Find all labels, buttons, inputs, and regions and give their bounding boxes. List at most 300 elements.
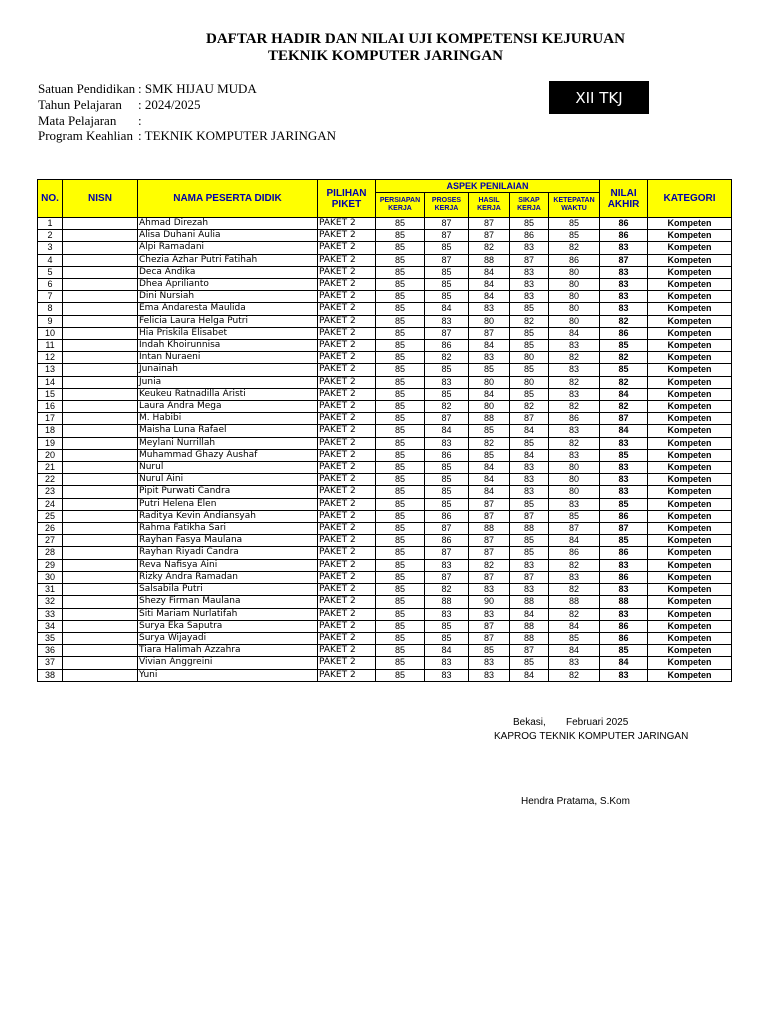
cell-no: 26 xyxy=(38,523,63,535)
cell-nisn xyxy=(63,315,138,327)
cell-nama: Raditya Kevin Andiansyah xyxy=(138,510,318,522)
cell-piket: PAKET 2 xyxy=(318,266,376,278)
cell-akhir: 88 xyxy=(600,596,648,608)
cell-persiapan: 85 xyxy=(376,340,425,352)
cell-proses: 87 xyxy=(425,327,469,339)
table-row xyxy=(38,608,732,620)
cell-ketepatan: 83 xyxy=(549,571,600,583)
cell-ketepatan: 83 xyxy=(549,364,600,376)
cell-proses: 82 xyxy=(425,352,469,364)
cell-akhir: 86 xyxy=(600,327,648,339)
cell-sikap: 84 xyxy=(510,449,549,461)
cell-proses: 87 xyxy=(425,571,469,583)
cell-sikap: 80 xyxy=(510,376,549,388)
signature-place: Bekasi, xyxy=(513,717,546,728)
cell-sikap: 87 xyxy=(510,571,549,583)
cell-piket: PAKET 2 xyxy=(318,352,376,364)
cell-proses: 83 xyxy=(425,608,469,620)
table-row xyxy=(38,657,732,669)
info-mapel-value: : xyxy=(138,113,142,128)
cell-nama: Alisa Duhani Aulia xyxy=(138,230,318,242)
cell-akhir: 85 xyxy=(600,535,648,547)
cell-kategori: Kompeten xyxy=(648,364,732,376)
header-akhir: NILAI AKHIR xyxy=(600,180,648,218)
cell-ketepatan: 82 xyxy=(549,608,600,620)
cell-nama: Surya Eka Saputra xyxy=(138,620,318,632)
cell-nisn xyxy=(63,571,138,583)
cell-nisn xyxy=(63,291,138,303)
cell-hasil: 80 xyxy=(469,401,510,413)
cell-hasil: 84 xyxy=(469,291,510,303)
cell-nama: Nurul xyxy=(138,462,318,474)
cell-hasil: 87 xyxy=(469,498,510,510)
cell-sikap: 84 xyxy=(510,669,549,681)
cell-proses: 82 xyxy=(425,584,469,596)
cell-kategori: Kompeten xyxy=(648,254,732,266)
table-row xyxy=(38,535,732,547)
cell-akhir: 83 xyxy=(600,303,648,315)
cell-nama: Hia Priskila Elisabet xyxy=(138,327,318,339)
cell-proses: 88 xyxy=(425,596,469,608)
cell-ketepatan: 80 xyxy=(549,315,600,327)
cell-piket: PAKET 2 xyxy=(318,523,376,535)
info-tahun-value: : 2024/2025 xyxy=(138,97,201,112)
cell-piket: PAKET 2 xyxy=(318,303,376,315)
cell-persiapan: 85 xyxy=(376,291,425,303)
cell-kategori: Kompeten xyxy=(648,218,732,230)
cell-akhir: 83 xyxy=(600,608,648,620)
cell-ketepatan: 84 xyxy=(549,327,600,339)
table-row xyxy=(38,254,732,266)
cell-persiapan: 85 xyxy=(376,352,425,364)
cell-nisn xyxy=(63,657,138,669)
cell-hasil: 87 xyxy=(469,547,510,559)
info-program xyxy=(38,128,336,144)
cell-sikap: 85 xyxy=(510,364,549,376)
cell-sikap: 80 xyxy=(510,352,549,364)
cell-kategori: Kompeten xyxy=(648,266,732,278)
cell-nisn xyxy=(63,242,138,254)
cell-kategori: Kompeten xyxy=(648,620,732,632)
cell-kategori: Kompeten xyxy=(648,559,732,571)
cell-nisn xyxy=(63,559,138,571)
cell-proses: 85 xyxy=(425,242,469,254)
table-row xyxy=(38,645,732,657)
cell-sikap: 85 xyxy=(510,340,549,352)
cell-akhir: 87 xyxy=(600,254,648,266)
cell-persiapan: 85 xyxy=(376,657,425,669)
cell-ketepatan: 80 xyxy=(549,291,600,303)
cell-nama: Dhea Aprilianto xyxy=(138,279,318,291)
cell-persiapan: 85 xyxy=(376,315,425,327)
cell-nama: Keukeu Ratnadilla Aristi xyxy=(138,388,318,400)
cell-persiapan: 85 xyxy=(376,596,425,608)
cell-persiapan: 85 xyxy=(376,510,425,522)
cell-no: 10 xyxy=(38,327,63,339)
cell-hasil: 85 xyxy=(469,364,510,376)
cell-proses: 85 xyxy=(425,632,469,644)
table-row xyxy=(38,632,732,644)
info-program-value: : TEKNIK KOMPUTER JARINGAN xyxy=(138,128,337,143)
cell-no: 2 xyxy=(38,230,63,242)
class-badge: XII TKJ xyxy=(549,81,649,114)
cell-ketepatan: 83 xyxy=(549,425,600,437)
cell-no: 30 xyxy=(38,571,63,583)
cell-piket: PAKET 2 xyxy=(318,498,376,510)
cell-proses: 87 xyxy=(425,547,469,559)
cell-ketepatan: 82 xyxy=(549,352,600,364)
cell-nisn xyxy=(63,266,138,278)
cell-no: 4 xyxy=(38,254,63,266)
table-row xyxy=(38,571,732,583)
cell-kategori: Kompeten xyxy=(648,315,732,327)
cell-ketepatan: 87 xyxy=(549,523,600,535)
cell-persiapan: 85 xyxy=(376,218,425,230)
cell-kategori: Kompeten xyxy=(648,669,732,681)
cell-no: 34 xyxy=(38,620,63,632)
cell-piket: PAKET 2 xyxy=(318,535,376,547)
header-sikap: SIKAP KERJA xyxy=(510,193,549,218)
cell-persiapan: 85 xyxy=(376,279,425,291)
cell-nama: Meylani Nurrillah xyxy=(138,437,318,449)
cell-proses: 86 xyxy=(425,535,469,547)
info-program-label: Program Keahlian xyxy=(38,128,133,143)
cell-ketepatan: 83 xyxy=(549,388,600,400)
table-row xyxy=(38,388,732,400)
cell-kategori: Kompeten xyxy=(648,632,732,644)
cell-hasil: 84 xyxy=(469,388,510,400)
cell-sikap: 87 xyxy=(510,413,549,425)
cell-no: 20 xyxy=(38,449,63,461)
cell-kategori: Kompeten xyxy=(648,449,732,461)
cell-persiapan: 85 xyxy=(376,645,425,657)
cell-ketepatan: 85 xyxy=(549,510,600,522)
cell-persiapan: 85 xyxy=(376,266,425,278)
cell-persiapan: 85 xyxy=(376,559,425,571)
cell-piket: PAKET 2 xyxy=(318,596,376,608)
cell-akhir: 83 xyxy=(600,242,648,254)
cell-sikap: 85 xyxy=(510,657,549,669)
table-row xyxy=(38,547,732,559)
cell-persiapan: 85 xyxy=(376,401,425,413)
cell-akhir: 83 xyxy=(600,437,648,449)
cell-persiapan: 85 xyxy=(376,242,425,254)
cell-persiapan: 85 xyxy=(376,523,425,535)
cell-kategori: Kompeten xyxy=(648,437,732,449)
cell-akhir: 86 xyxy=(600,547,648,559)
cell-proses: 84 xyxy=(425,303,469,315)
cell-nama: Ahmad Direzah xyxy=(138,218,318,230)
cell-no: 37 xyxy=(38,657,63,669)
table-row xyxy=(38,401,732,413)
table-body xyxy=(38,218,732,682)
info-tahun xyxy=(38,97,200,113)
cell-sikap: 83 xyxy=(510,266,549,278)
header-no: NO. xyxy=(38,180,63,218)
cell-nisn xyxy=(63,364,138,376)
cell-ketepatan: 85 xyxy=(549,632,600,644)
cell-persiapan: 85 xyxy=(376,303,425,315)
cell-ketepatan: 84 xyxy=(549,535,600,547)
table-row xyxy=(38,584,732,596)
cell-akhir: 82 xyxy=(600,376,648,388)
table-row xyxy=(38,474,732,486)
cell-sikap: 84 xyxy=(510,608,549,620)
cell-proses: 83 xyxy=(425,437,469,449)
cell-ketepatan: 82 xyxy=(549,669,600,681)
table-row xyxy=(38,425,732,437)
cell-piket: PAKET 2 xyxy=(318,315,376,327)
cell-piket: PAKET 2 xyxy=(318,645,376,657)
cell-hasil: 88 xyxy=(469,523,510,535)
cell-sikap: 82 xyxy=(510,401,549,413)
cell-piket: PAKET 2 xyxy=(318,510,376,522)
table-row xyxy=(38,620,732,632)
table-row xyxy=(38,266,732,278)
cell-kategori: Kompeten xyxy=(648,376,732,388)
document-title: DAFTAR HADIR DAN NILAI UJI KOMPETENSI KEJURUAN xyxy=(206,31,625,47)
cell-sikap: 83 xyxy=(510,279,549,291)
cell-sikap: 83 xyxy=(510,291,549,303)
table-row xyxy=(38,291,732,303)
cell-kategori: Kompeten xyxy=(648,388,732,400)
cell-nisn xyxy=(63,230,138,242)
cell-kategori: Kompeten xyxy=(648,242,732,254)
cell-persiapan: 85 xyxy=(376,498,425,510)
cell-no: 9 xyxy=(38,315,63,327)
cell-proses: 83 xyxy=(425,559,469,571)
cell-nama: Junainah xyxy=(138,364,318,376)
cell-no: 13 xyxy=(38,364,63,376)
cell-akhir: 82 xyxy=(600,401,648,413)
cell-hasil: 82 xyxy=(469,242,510,254)
cell-sikap: 85 xyxy=(510,303,549,315)
cell-no: 35 xyxy=(38,632,63,644)
cell-proses: 87 xyxy=(425,230,469,242)
cell-ketepatan: 83 xyxy=(549,340,600,352)
cell-akhir: 83 xyxy=(600,559,648,571)
cell-nisn xyxy=(63,376,138,388)
cell-persiapan: 85 xyxy=(376,413,425,425)
table-row xyxy=(38,669,732,681)
header-proses: PROSES KERJA xyxy=(425,193,469,218)
info-satuan-value: : SMK HIJAU MUDA xyxy=(138,81,257,96)
cell-sikap: 85 xyxy=(510,327,549,339)
cell-no: 8 xyxy=(38,303,63,315)
cell-sikap: 82 xyxy=(510,315,549,327)
cell-ketepatan: 83 xyxy=(549,498,600,510)
signature-role: KAPROG TEKNIK KOMPUTER JARINGAN xyxy=(494,731,689,742)
cell-piket: PAKET 2 xyxy=(318,620,376,632)
cell-nama: Dini Nursiah xyxy=(138,291,318,303)
header-kategori: KATEGORI xyxy=(648,180,732,218)
cell-piket: PAKET 2 xyxy=(318,608,376,620)
table-row xyxy=(38,340,732,352)
cell-nisn xyxy=(63,401,138,413)
cell-ketepatan: 83 xyxy=(549,449,600,461)
cell-sikap: 85 xyxy=(510,547,549,559)
cell-no: 5 xyxy=(38,266,63,278)
cell-piket: PAKET 2 xyxy=(318,291,376,303)
cell-ketepatan: 82 xyxy=(549,242,600,254)
cell-hasil: 80 xyxy=(469,376,510,388)
cell-no: 32 xyxy=(38,596,63,608)
table-row xyxy=(38,462,732,474)
cell-nama: Salsabila Putri xyxy=(138,584,318,596)
cell-proses: 83 xyxy=(425,669,469,681)
cell-nama: Intan Nuraeni xyxy=(138,352,318,364)
cell-nama: Deca Andika xyxy=(138,266,318,278)
cell-akhir: 85 xyxy=(600,498,648,510)
cell-kategori: Kompeten xyxy=(648,523,732,535)
cell-akhir: 86 xyxy=(600,510,648,522)
cell-hasil: 84 xyxy=(469,474,510,486)
cell-persiapan: 85 xyxy=(376,376,425,388)
cell-nama: Rizky Andra Ramadan xyxy=(138,571,318,583)
table-row xyxy=(38,327,732,339)
table-row xyxy=(38,498,732,510)
cell-sikap: 85 xyxy=(510,388,549,400)
info-satuan-label: Satuan Pendidikan xyxy=(38,81,136,96)
cell-proses: 85 xyxy=(425,388,469,400)
cell-nama: Muhammad Ghazy Aushaf xyxy=(138,449,318,461)
cell-hasil: 84 xyxy=(469,340,510,352)
cell-kategori: Kompeten xyxy=(648,645,732,657)
table-row xyxy=(38,242,732,254)
cell-persiapan: 85 xyxy=(376,486,425,498)
cell-no: 23 xyxy=(38,486,63,498)
table-row xyxy=(38,559,732,571)
cell-proses: 85 xyxy=(425,620,469,632)
cell-ketepatan: 85 xyxy=(549,230,600,242)
table-row xyxy=(38,376,732,388)
cell-nisn xyxy=(63,498,138,510)
cell-nama: M. Habibi xyxy=(138,413,318,425)
cell-sikap: 83 xyxy=(510,486,549,498)
cell-persiapan: 85 xyxy=(376,254,425,266)
cell-ketepatan: 80 xyxy=(549,474,600,486)
cell-proses: 83 xyxy=(425,315,469,327)
cell-nama: Yuni xyxy=(138,669,318,681)
cell-sikap: 85 xyxy=(510,535,549,547)
cell-no: 31 xyxy=(38,584,63,596)
cell-hasil: 87 xyxy=(469,632,510,644)
cell-piket: PAKET 2 xyxy=(318,425,376,437)
table-row xyxy=(38,486,732,498)
cell-nama: Putri Helena Elen xyxy=(138,498,318,510)
info-satuan xyxy=(38,81,257,97)
cell-nama: Felicia Laura Helga Putri xyxy=(138,315,318,327)
cell-nama: Shezy Firman Maulana xyxy=(138,596,318,608)
table-row xyxy=(38,315,732,327)
cell-hasil: 83 xyxy=(469,352,510,364)
cell-piket: PAKET 2 xyxy=(318,486,376,498)
cell-no: 25 xyxy=(38,510,63,522)
table-row xyxy=(38,437,732,449)
cell-proses: 86 xyxy=(425,449,469,461)
cell-akhir: 83 xyxy=(600,291,648,303)
cell-sikap: 85 xyxy=(510,437,549,449)
cell-kategori: Kompeten xyxy=(648,571,732,583)
cell-sikap: 87 xyxy=(510,254,549,266)
cell-hasil: 90 xyxy=(469,596,510,608)
cell-piket: PAKET 2 xyxy=(318,340,376,352)
cell-nama: Reva Nafisya Aini xyxy=(138,559,318,571)
cell-ketepatan: 85 xyxy=(549,218,600,230)
cell-nama: Siti Mariam Nurlatifah xyxy=(138,608,318,620)
cell-hasil: 85 xyxy=(469,425,510,437)
cell-no: 22 xyxy=(38,474,63,486)
cell-no: 36 xyxy=(38,645,63,657)
cell-ketepatan: 80 xyxy=(549,462,600,474)
cell-kategori: Kompeten xyxy=(648,425,732,437)
cell-persiapan: 85 xyxy=(376,547,425,559)
cell-sikap: 84 xyxy=(510,425,549,437)
cell-nisn xyxy=(63,632,138,644)
cell-proses: 85 xyxy=(425,291,469,303)
cell-no: 7 xyxy=(38,291,63,303)
cell-proses: 85 xyxy=(425,474,469,486)
header-nama: NAMA PESERTA DIDIK xyxy=(138,180,318,218)
cell-nisn xyxy=(63,620,138,632)
cell-nisn xyxy=(63,523,138,535)
table-row xyxy=(38,596,732,608)
cell-hasil: 87 xyxy=(469,620,510,632)
cell-ketepatan: 82 xyxy=(549,401,600,413)
cell-hasil: 84 xyxy=(469,462,510,474)
cell-sikap: 85 xyxy=(510,218,549,230)
cell-piket: PAKET 2 xyxy=(318,376,376,388)
cell-ketepatan: 86 xyxy=(549,413,600,425)
cell-nisn xyxy=(63,510,138,522)
cell-piket: PAKET 2 xyxy=(318,279,376,291)
cell-persiapan: 85 xyxy=(376,364,425,376)
cell-piket: PAKET 2 xyxy=(318,547,376,559)
cell-akhir: 83 xyxy=(600,266,648,278)
cell-piket: PAKET 2 xyxy=(318,254,376,266)
cell-sikap: 83 xyxy=(510,584,549,596)
cell-hasil: 83 xyxy=(469,608,510,620)
cell-no: 19 xyxy=(38,437,63,449)
cell-hasil: 84 xyxy=(469,279,510,291)
cell-piket: PAKET 2 xyxy=(318,230,376,242)
cell-nisn xyxy=(63,425,138,437)
cell-nisn xyxy=(63,584,138,596)
cell-persiapan: 85 xyxy=(376,388,425,400)
table-row xyxy=(38,279,732,291)
cell-no: 38 xyxy=(38,669,63,681)
cell-proses: 82 xyxy=(425,401,469,413)
cell-nisn xyxy=(63,645,138,657)
cell-hasil: 83 xyxy=(469,669,510,681)
header-ketepatan: KETEPATAN WAKTU xyxy=(549,193,600,218)
cell-nisn xyxy=(63,388,138,400)
cell-sikap: 87 xyxy=(510,510,549,522)
cell-hasil: 87 xyxy=(469,510,510,522)
cell-kategori: Kompeten xyxy=(648,584,732,596)
cell-ketepatan: 82 xyxy=(549,559,600,571)
cell-nisn xyxy=(63,535,138,547)
info-tahun-label: Tahun Pelajaran xyxy=(38,97,122,112)
cell-sikap: 83 xyxy=(510,462,549,474)
cell-nama: Rayhan Fasya Maulana xyxy=(138,535,318,547)
cell-proses: 83 xyxy=(425,657,469,669)
cell-ketepatan: 83 xyxy=(549,657,600,669)
document-subtitle: TEKNIK KOMPUTER JARINGAN xyxy=(268,48,504,64)
cell-hasil: 83 xyxy=(469,584,510,596)
cell-ketepatan: 80 xyxy=(549,279,600,291)
cell-sikap: 88 xyxy=(510,596,549,608)
